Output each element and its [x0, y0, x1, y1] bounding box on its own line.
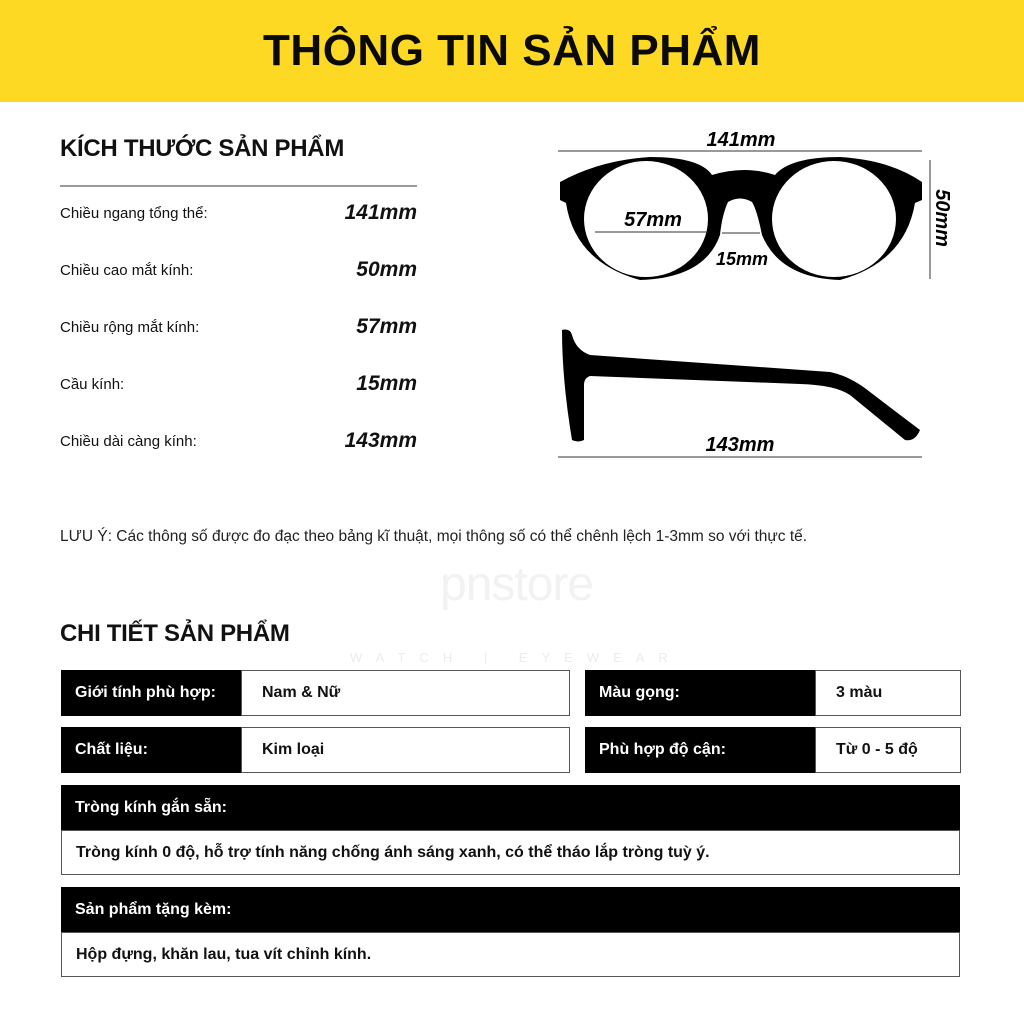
- gender-value: Nam & Nữ: [241, 670, 570, 716]
- diagram-lens-width: 57mm: [624, 209, 682, 231]
- details-title: CHI TIẾT SẢN PHẨM: [60, 620, 290, 647]
- diagram-lens-height: 50mm: [931, 189, 953, 247]
- gift-value: Hộp đựng, khăn lau, tua vít chỉnh kính.: [61, 932, 960, 977]
- diagram-temple-length: 143mm: [705, 434, 775, 456]
- dimension-value: 57mm: [356, 315, 417, 338]
- dimension-label: Chiều rộng mắt kính:: [60, 318, 200, 336]
- gender-label: Giới tính phù hợp:: [61, 670, 242, 716]
- glasses-diagram: [0, 0, 1024, 500]
- gift-label: Sản phẩm tặng kèm:: [61, 887, 960, 933]
- material-value: Kim loại: [241, 727, 570, 773]
- watermark-tagline: WATCH | EYEWEAR: [350, 650, 682, 665]
- glasses-side-icon: [562, 330, 920, 442]
- frame-color-value: 3 màu: [815, 670, 961, 716]
- watermark-brand: pnstore: [440, 558, 594, 611]
- diagram-total-width: 141mm: [706, 129, 776, 151]
- page-title: THÔNG TIN SẢN PHẨM: [263, 26, 761, 75]
- dimension-label: Cầu kính:: [60, 375, 125, 393]
- material-label: Chất liệu:: [61, 727, 242, 773]
- myopia-label: Phù hợp độ cận:: [585, 727, 816, 773]
- dimension-label: Chiều cao mắt kính:: [60, 261, 194, 279]
- lens-label: Tròng kính gắn sẵn:: [61, 785, 960, 831]
- lens-value: Tròng kính 0 độ, hỗ trợ tính năng chống ánh sáng xanh, có thể tháo lắp tròng tuỳ ý.: [61, 830, 960, 875]
- dimension-value: 50mm: [356, 258, 417, 281]
- dimensions-title: KÍCH THƯỚC SẢN PHẨM: [60, 135, 345, 162]
- dimension-label: Chiều ngang tổng thể:: [60, 204, 208, 222]
- dimension-label: Chiều dài càng kính:: [60, 432, 197, 450]
- dimension-value: 15mm: [356, 372, 417, 395]
- frame-color-label: Màu gọng:: [585, 670, 816, 716]
- diagram-bridge: 15mm: [715, 249, 769, 269]
- dimension-value: 143mm: [344, 429, 417, 452]
- dimension-value: 141mm: [344, 201, 417, 224]
- myopia-value: Từ 0 - 5 độ: [815, 727, 961, 773]
- measurement-note: LƯU Ý: Các thông số được đo đạc theo bảng kĩ thuật, mọi thông số có thể chênh lệch 1-3mm so với thực tế.: [60, 528, 808, 545]
